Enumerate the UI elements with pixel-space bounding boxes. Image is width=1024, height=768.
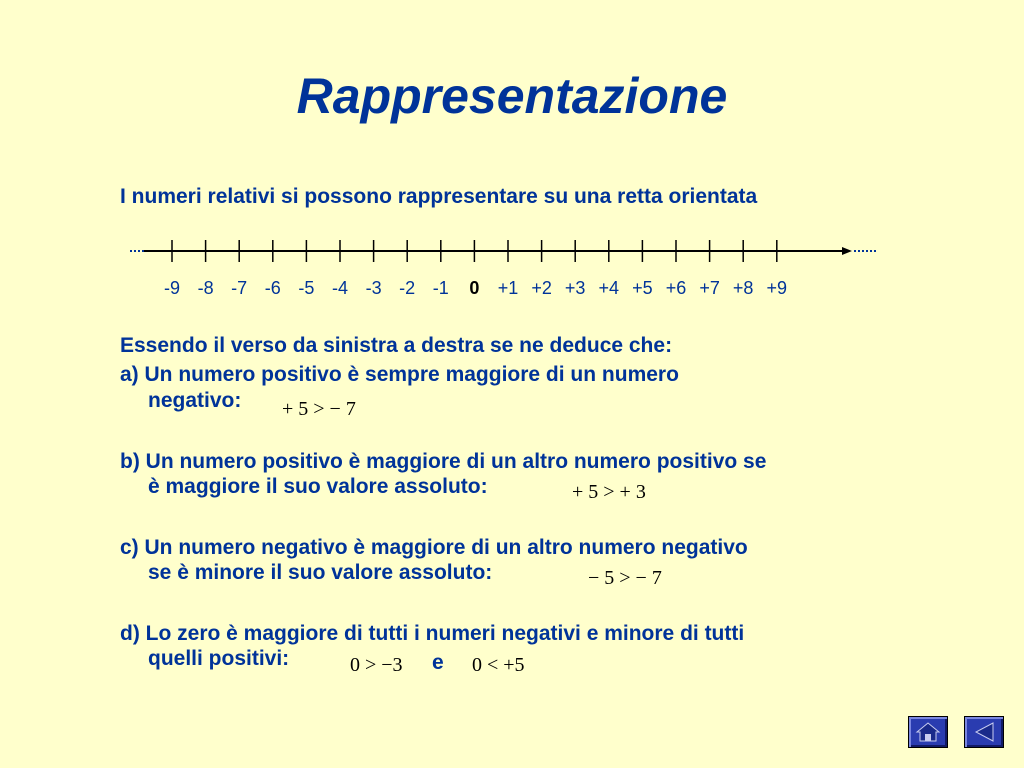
number-line-label: -1	[432, 278, 449, 298]
number-line-label: +1	[497, 278, 519, 298]
number-line-label: +6	[665, 278, 687, 298]
number-line-label: 0	[469, 278, 480, 298]
number-line-label: -7	[231, 278, 248, 298]
number-line-label: +4	[598, 278, 620, 298]
number-line-label: +7	[699, 278, 720, 298]
item-c-line2: se è minore il suo valore assoluto:	[148, 561, 493, 584]
item-d-line1: d) Lo zero è maggiore di tutti i numeri negativi e minore di tutti	[120, 622, 745, 645]
number-line-label: -4	[331, 278, 348, 298]
number-line-label: -5	[298, 278, 315, 298]
number-line-label: +2	[531, 278, 552, 298]
number-line-label: +3	[564, 278, 586, 298]
item-b-line2: è maggiore il suo valore assoluto:	[148, 475, 488, 498]
number-line-label: -9	[163, 278, 180, 298]
item-b-line1: b) Un numero positivo è maggiore di un altro numero positivo se	[120, 450, 767, 473]
item-a-math: + 5 > − 7	[282, 398, 356, 420]
home-button[interactable]	[908, 716, 948, 748]
number-line	[128, 236, 888, 266]
number-line-label: -3	[365, 278, 382, 298]
home-icon	[909, 717, 947, 747]
item-c-math: − 5 > − 7	[588, 567, 662, 589]
item-a-line1: a) Un numero positivo è sempre maggiore di un numero	[120, 363, 679, 386]
number-line-label: +9	[766, 278, 788, 298]
intro-text: I numeri relativi si possono rappresentare su una retta orientata	[120, 185, 758, 208]
item-d-math-2: 0 < +5	[472, 654, 525, 676]
number-line-label: -2	[399, 278, 416, 298]
axis-arrow-icon	[842, 247, 852, 255]
item-d-math-1: 0 > −3	[350, 654, 403, 676]
slide-title: Rappresentazione	[296, 68, 728, 124]
item-a-line2: negativo:	[148, 389, 242, 412]
number-line-label: -6	[264, 278, 281, 298]
item-d-conjunction: e	[432, 651, 444, 674]
back-button[interactable]	[964, 716, 1004, 748]
number-line-label: -8	[197, 278, 214, 298]
item-d-line2: quelli positivi:	[148, 647, 290, 670]
number-line-label: +8	[732, 278, 754, 298]
back-arrow-icon	[965, 717, 1003, 747]
deduction-text: Essendo il verso da sinistra a destra se ne deduce che:	[120, 334, 673, 357]
item-c-line1: c) Un numero negativo è maggiore di un altro numero negativo	[120, 536, 748, 559]
number-line-label: +5	[632, 278, 653, 298]
item-b-math: + 5 > + 3	[572, 481, 646, 503]
